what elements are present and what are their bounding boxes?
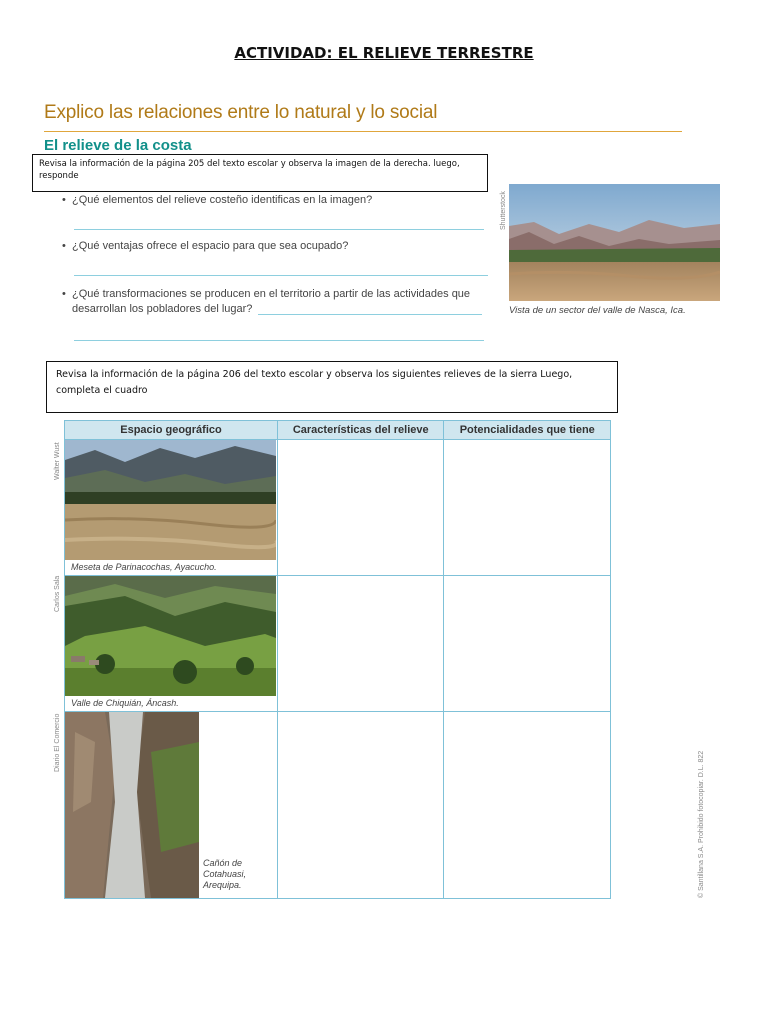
cell-characteristics-2[interactable] <box>277 576 443 712</box>
section-divider <box>44 131 682 132</box>
cell-photo-valle <box>65 576 278 712</box>
meseta-caption: Meseta de Parinacochas, Ayacucho. <box>71 562 217 572</box>
cell-potential-2[interactable] <box>444 576 611 712</box>
canon-caption: Cañón de Cotahuasi, Arequipa. <box>203 858 247 890</box>
row-3-credit: Diario El Comercio <box>54 713 61 772</box>
header-relief-characteristics: Características del relieve <box>277 421 443 440</box>
question-text: ¿Qué transformaciones se producen en el territorio a partir de las actividades que <box>72 288 471 300</box>
copyright-notice: © Santillana S.A. Prohibido fotocopiar. D.L. 822 <box>698 750 705 898</box>
nasca-caption: Vista de un sector del valle de Nasca, Ica. <box>509 305 686 316</box>
cell-characteristics-3[interactable] <box>277 712 443 899</box>
table-row <box>65 576 611 712</box>
answer-line-1[interactable] <box>74 229 484 230</box>
header-geographic-space: Espacio geográfico <box>65 421 278 440</box>
photo-credit: Shutterstock <box>500 191 507 230</box>
answer-line-3a[interactable] <box>258 314 482 315</box>
instruction-box-coast <box>32 154 488 192</box>
table-row <box>65 440 611 576</box>
answer-line-2[interactable] <box>74 275 488 276</box>
cell-photo-canon <box>65 712 278 899</box>
bullet: • <box>62 240 66 252</box>
instruction-box-sierra <box>46 361 618 413</box>
question-text-cont: desarrollan los pobladores del lugar? <box>72 303 253 315</box>
section-heading: Explico las relaciones entre lo natural y lo social <box>44 102 438 123</box>
cell-potential-1[interactable] <box>444 440 611 576</box>
cell-potential-3[interactable] <box>444 712 611 899</box>
header-potentialities: Potencialidades que tiene <box>444 421 611 440</box>
canon-photo <box>65 712 199 898</box>
valle-caption: Valle de Chiquián, Áncash. <box>71 698 179 708</box>
question-text: ¿Qué ventajas ofrece el espacio para que sea ocupado? <box>72 240 349 252</box>
row-1-credit: Walter Wust <box>54 442 61 480</box>
coast-subheading: El relieve de la costa <box>44 137 192 154</box>
bullet: • <box>62 288 66 300</box>
cell-photo-meseta <box>65 440 278 576</box>
nasca-valley-photo <box>509 184 720 301</box>
bullet: • <box>62 194 66 206</box>
cell-characteristics-1[interactable] <box>277 440 443 576</box>
table-row <box>65 712 611 899</box>
document-title: ACTIVIDAD: EL RELIEVE TERRESTRE <box>234 44 534 62</box>
meseta-photo <box>65 440 276 560</box>
row-2-credit: Carlos Sala <box>54 575 61 612</box>
instruction-text: Revisa la información de la página 205 del texto escolar y observa la imagen de la derecha. luego, responde <box>39 159 460 181</box>
question-text: ¿Qué elementos del relieve costeño identificas en la imagen? <box>72 194 373 206</box>
sierra-relief-table <box>64 420 611 899</box>
valle-photo <box>65 576 276 696</box>
table-header-row <box>65 421 611 440</box>
question-3 <box>62 287 470 317</box>
question-2 <box>62 239 348 254</box>
answer-line-3b[interactable] <box>74 340 484 341</box>
question-1 <box>62 193 372 208</box>
instruction-text: Revisa la información de la página 206 del texto escolar y observa los siguientes relieves de la sierra Luego, completa el cuadro <box>56 369 573 396</box>
